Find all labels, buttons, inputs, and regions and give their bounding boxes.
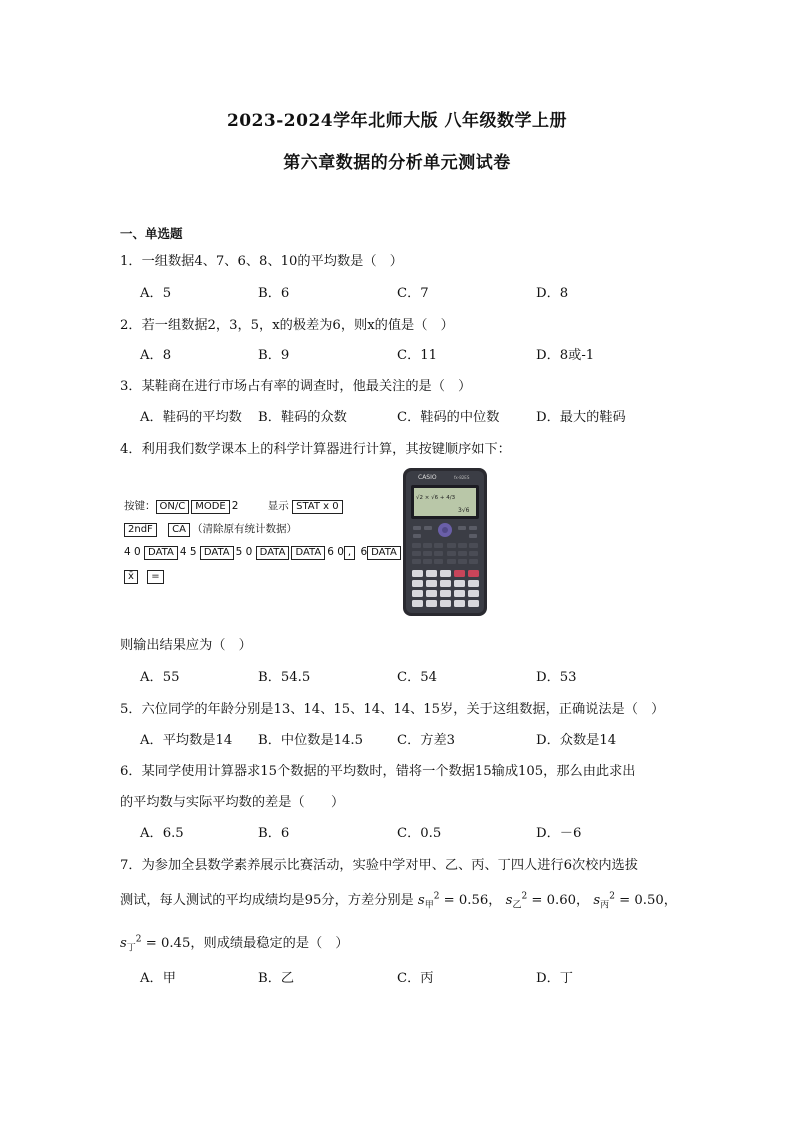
variance-ding: $s_丁^2 = 0.45$ — [120, 934, 191, 954]
variance-jia: $s_甲^2 = 0.56$， — [417, 891, 502, 911]
q2-option-a: A．8 — [140, 348, 172, 363]
q5-option-d: D．众数是14 — [536, 733, 617, 748]
display-label: 显示 — [267, 500, 289, 512]
question-2-stem: 2．若一组数据2，3，5，x的极差为6，则x的值是（ ） — [120, 318, 454, 333]
q7-text: 测试，每人测试的平均成绩均是95分，方差分别是 — [120, 893, 414, 908]
key-row-2 — [124, 521, 297, 537]
question-7-stem-line3 — [120, 932, 349, 954]
q4-option-c: C．54 — [397, 670, 438, 685]
key-note: （清除原有统计数据） — [191, 523, 297, 535]
question-4-stem: 4．利用我们数学课本上的科学计算器进行计算，其按键顺序如下： — [120, 442, 511, 457]
key-data: DATA — [367, 546, 401, 560]
key-row-3 — [124, 546, 403, 560]
key-mean: x̄ — [124, 570, 138, 584]
key-ca: CA — [168, 523, 190, 537]
exam-title: 2023-2024学年北师大版 八年级数学上册 — [226, 111, 568, 131]
calc-display-result: 3√6 — [458, 507, 470, 514]
calc-model: fx-82ES — [454, 475, 470, 480]
key-equals: = — [147, 570, 163, 584]
q6-option-c: C．0.5 — [397, 826, 442, 841]
calculator-image — [400, 466, 490, 618]
key-data: DATA — [256, 546, 290, 560]
q7-option-a: A．甲 — [140, 971, 176, 986]
q6-option-a: A．6.5 — [140, 826, 184, 841]
key-data: DATA — [200, 546, 234, 560]
question-5-stem: 5．六位同学的年龄分别是13、14、15、14、14、15岁，关于这组数据，正确说法是（ ） — [120, 702, 665, 717]
q3-option-d: D．最大的鞋码 — [536, 410, 626, 425]
q3-option-a: A．鞋码的平均数 — [140, 410, 242, 425]
q5-option-a: A．平均数是14 — [140, 733, 233, 748]
q6-option-b: B．6 — [258, 826, 290, 841]
q7-option-b: B．乙 — [258, 971, 295, 986]
key-data: DATA — [144, 546, 178, 560]
variance-bing: $s_丙^2 = 0.50$， — [593, 891, 677, 911]
question-1-stem: 1．一组数据4、7、6、8、10的平均数是（ ） — [120, 254, 403, 269]
key-mode: MODE — [191, 500, 230, 514]
key-comma: , — [344, 546, 355, 560]
key-digits: 4 0 — [124, 546, 141, 558]
q3-option-c: C．鞋码的中位数 — [397, 410, 500, 425]
q4-option-b: B．54.5 — [258, 670, 311, 685]
q2-option-c: C．11 — [397, 348, 438, 363]
key-2ndf: 2ndF — [124, 523, 157, 537]
q7-option-d: D．丁 — [536, 971, 573, 986]
question-4-prompt: 则输出结果应为（ ） — [120, 638, 252, 653]
question-6-stem-line1: 6．某同学使用计算器求15个数据的平均数时，错将一个数据15输成105，那么由此求出 — [120, 764, 636, 779]
key-row-4 — [124, 570, 166, 584]
key-label: 按键： — [124, 500, 156, 512]
question-7-stem-line1: 7．为参加全县数学素养展示比赛活动，实验中学对甲、乙、丙、丁四人进行6次校内选拔 — [120, 858, 638, 873]
display-stat: STAT x 0 — [292, 500, 343, 514]
section-heading: 一、单选题 — [120, 226, 183, 241]
q2-option-b: B．9 — [258, 348, 290, 363]
question-6-stem-line2: 的平均数与实际平均数的差是（ ） — [120, 795, 345, 810]
q2-option-d: D．8或-1 — [536, 348, 595, 363]
q1-option-b: B．6 — [258, 286, 290, 301]
q5-option-c: C．方差3 — [397, 733, 456, 748]
q1-option-c: C．7 — [397, 286, 429, 301]
q5-option-b: B．中位数是14.5 — [258, 733, 363, 748]
q4-option-a: A．55 — [140, 670, 180, 685]
exam-subtitle: 第六章数据的分析单元测试卷 — [283, 153, 511, 173]
q7-question: ，则成绩最稳定的是（ ） — [190, 936, 349, 951]
q7-option-c: C．丙 — [397, 971, 434, 986]
q1-option-d: D．8 — [536, 286, 569, 301]
question-7-stem-line2 — [120, 889, 677, 911]
q6-option-d: D．－6 — [536, 826, 582, 841]
q4-option-d: D．53 — [536, 670, 577, 685]
q3-option-b: B．鞋码的众数 — [258, 410, 347, 425]
key-digits: 4 5 — [179, 546, 197, 558]
key-on-c: ON/C — [156, 500, 190, 514]
q1-option-a: A．5 — [140, 286, 172, 301]
key-digits: 6 — [360, 546, 368, 558]
key-digits: 5 0 — [235, 546, 253, 558]
calc-brand: CASIO — [418, 474, 437, 481]
key-digits: 6 0 — [327, 546, 344, 558]
variance-yi: $s_乙^2 = 0.60$， — [505, 891, 590, 911]
key-row-1 — [124, 498, 345, 514]
key-data: DATA — [291, 546, 325, 560]
question-3-stem: 3．某鞋商在进行市场占有率的调查时，他最关注的是（ ） — [120, 379, 472, 394]
calc-display-expression: √2 × √6 + 4/3 — [416, 495, 456, 501]
key-text: 2 — [231, 500, 239, 512]
